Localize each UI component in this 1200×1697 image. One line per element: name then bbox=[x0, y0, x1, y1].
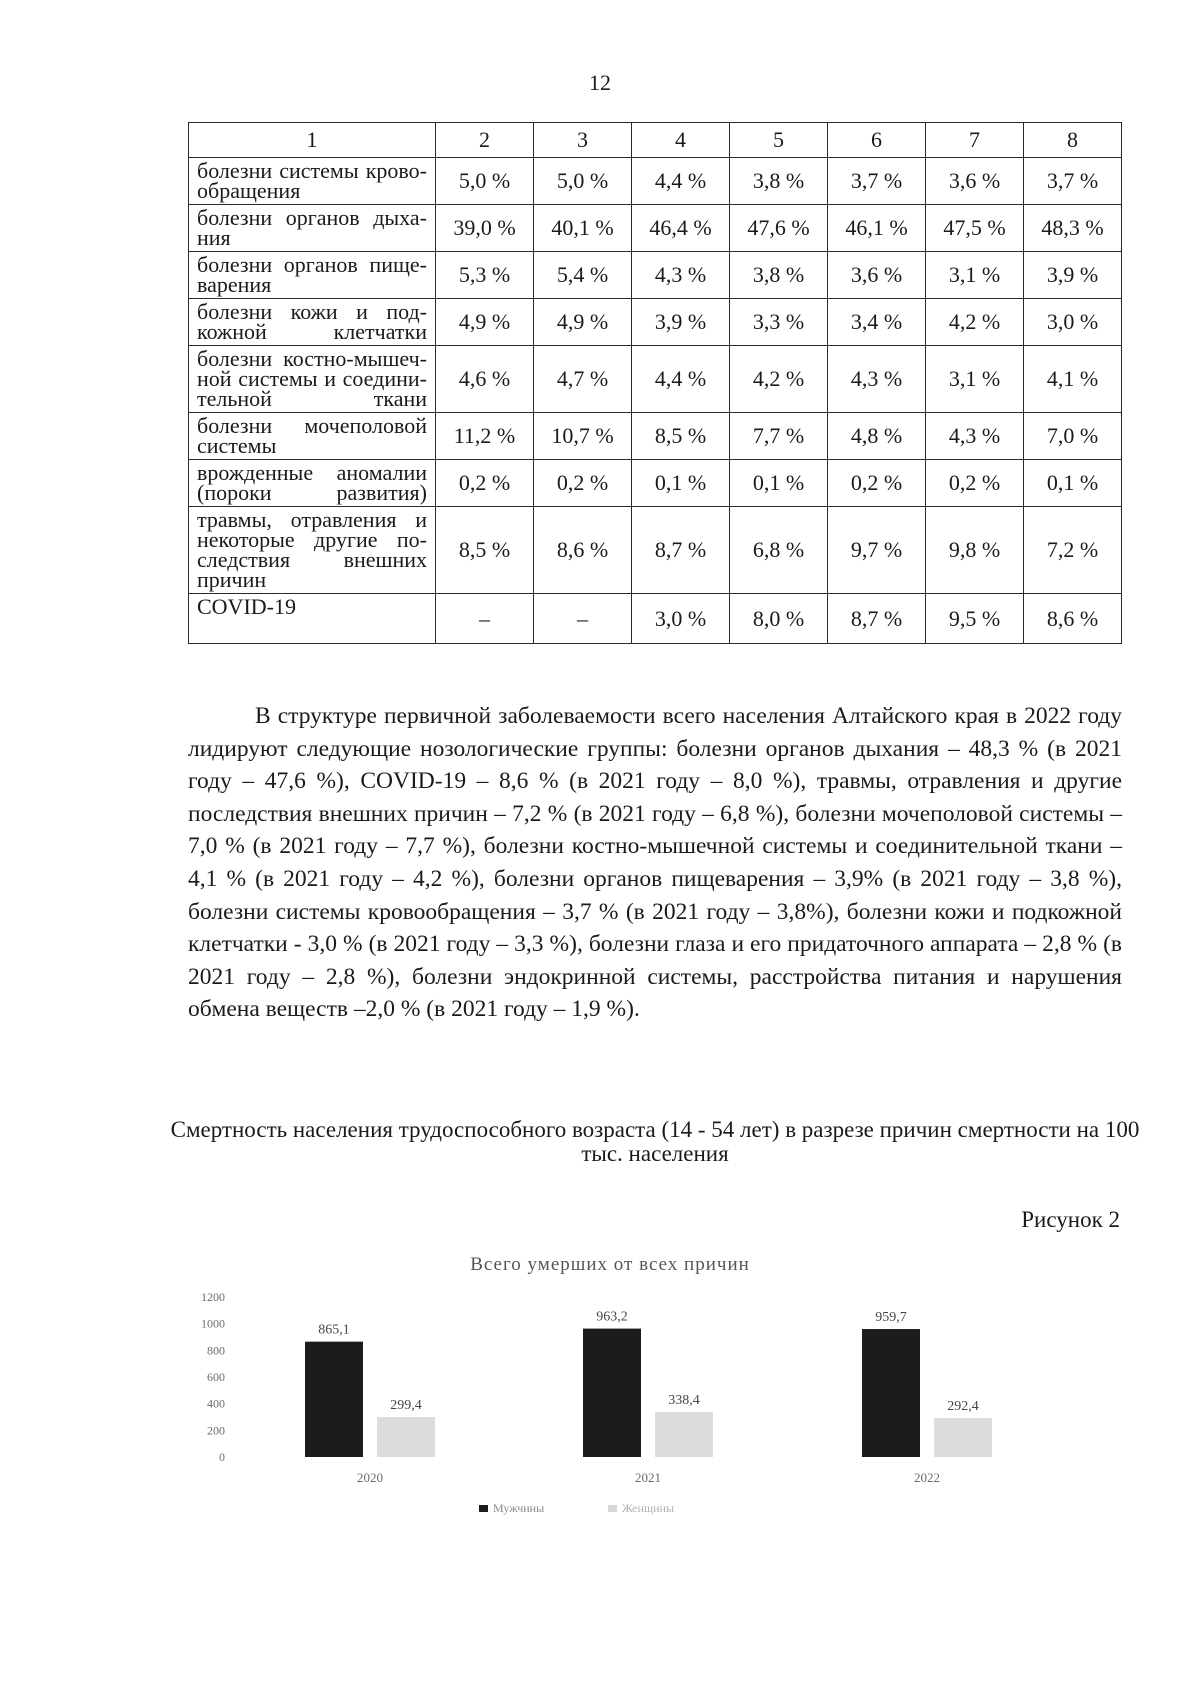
table-cell: 5,3 % bbox=[436, 252, 534, 299]
data-label: 959,7 bbox=[875, 1310, 907, 1326]
table-cell: 8,6 % bbox=[1024, 594, 1122, 644]
bar-men-2020 bbox=[305, 1342, 363, 1457]
table-cell: 3,9 % bbox=[632, 299, 730, 346]
y-tick-label: 1200 bbox=[201, 1290, 225, 1304]
y-tick-label: 0 bbox=[219, 1450, 225, 1464]
y-tick-label: 800 bbox=[207, 1343, 225, 1358]
table-cell: 5,0 % bbox=[534, 158, 632, 205]
x-tick-label: 2020 bbox=[357, 1470, 383, 1485]
table-row bbox=[189, 158, 1122, 205]
table-cell: 46,1 % bbox=[828, 205, 926, 252]
data-label: 292,4 bbox=[947, 1399, 979, 1415]
table-header-cell: 1 bbox=[189, 123, 436, 158]
table-cell: 9,7 % bbox=[828, 507, 926, 594]
table-cell: 6,8 % bbox=[730, 507, 828, 594]
body-paragraph: В структуре первичной заболеваемости всего населения Алтайского края в 2022 году лидируют следующие нозологические группы: болезни органов дыхания – 48,3 % (в 2021 году – 47,6 %), COVID-19 – 8,6 % (в 2021 году – 8,0 %), травмы, отравления и другие последствия внешних причин – 7,2 % (в 2021 году – 6,8 %), болезни мочеполовой системы – 7,0 % (в 2021 году – 7,7 %), болезни костно-мышечной системы и соединительной ткани – 4,1 % (в 2021 году – 4,2 %), болезни органов пищеварения – 3,9% (в 2021 году – 3,8 %), болезни системы кровообращения – 3,7 % (в 2021 году – 3,8%), болезни кожи и подкожной клетчатки - 3,0 % (в 2021 году – 3,3 %), болезни глаза и его придаточного аппарата – 2,8 % (в 2021 году – 2,8 %), болезни эндокринной системы, расстройства питания и нарушения обмена веществ –2,0 % (в 2021 году – 1,9 %). bbox=[188, 703, 1122, 1023]
table-cell: 8,6 % bbox=[534, 507, 632, 594]
table-row bbox=[189, 252, 1122, 299]
table-row bbox=[189, 507, 1122, 594]
table-header-cell: 7 bbox=[926, 123, 1024, 158]
table-cell: 0,1 % bbox=[1024, 460, 1122, 507]
table-cell: 7,7 % bbox=[730, 413, 828, 460]
chart-title: Всего умерших от всех причин bbox=[470, 1254, 750, 1275]
table-cell: 8,5 % bbox=[436, 507, 534, 594]
table-cell: 4,1 % bbox=[1024, 346, 1122, 413]
table-cell: 3,7 % bbox=[1024, 158, 1122, 205]
row-label: болезни органов дыха-ния bbox=[189, 205, 436, 252]
table-cell: 3,6 % bbox=[926, 158, 1024, 205]
table-cell: 9,5 % bbox=[926, 594, 1024, 644]
table-cell: 4,9 % bbox=[534, 299, 632, 346]
table-cell: 4,2 % bbox=[926, 299, 1024, 346]
bar-men-2022 bbox=[862, 1329, 920, 1457]
table-cell: 4,3 % bbox=[828, 346, 926, 413]
table-cell: 3,8 % bbox=[730, 252, 828, 299]
row-label: болезни костно-мышеч-ной системы и соедини-тельной ткани bbox=[189, 346, 436, 413]
x-tick-label: 2022 bbox=[914, 1470, 940, 1485]
table-cell: – bbox=[534, 594, 632, 644]
table-cell: 3,0 % bbox=[1024, 299, 1122, 346]
table-cell: 4,3 % bbox=[926, 413, 1024, 460]
table-cell: 40,1 % bbox=[534, 205, 632, 252]
table-cell: 0,2 % bbox=[534, 460, 632, 507]
legend-label-women: Женщины bbox=[622, 1501, 675, 1515]
table-cell: 5,4 % bbox=[534, 252, 632, 299]
figure-caption: Смертность населения трудоспособного возраста (14 - 54 лет) в разрезе причин смертности на 100 тыс. населения bbox=[170, 1117, 1140, 1166]
row-label: болезни системы крово-обращения bbox=[189, 158, 436, 205]
data-label: 299,4 bbox=[390, 1398, 422, 1414]
table-header-cell: 6 bbox=[828, 123, 926, 158]
table-cell: 3,9 % bbox=[1024, 252, 1122, 299]
table-cell: 0,1 % bbox=[730, 460, 828, 507]
data-label: 963,2 bbox=[596, 1309, 628, 1325]
table-cell: 8,5 % bbox=[632, 413, 730, 460]
page-number: 12 bbox=[589, 70, 611, 95]
table-header-cell: 8 bbox=[1024, 123, 1122, 158]
bar-men-2021 bbox=[583, 1329, 641, 1457]
table-cell: 3,6 % bbox=[828, 252, 926, 299]
table-cell: 3,0 % bbox=[632, 594, 730, 644]
table-cell: 4,4 % bbox=[632, 346, 730, 413]
table-row bbox=[189, 413, 1122, 460]
y-tick-label: 600 bbox=[207, 1370, 225, 1384]
table-row bbox=[189, 299, 1122, 346]
table-cell: 7,2 % bbox=[1024, 507, 1122, 594]
table-header-cell: 4 bbox=[632, 123, 730, 158]
table-cell: 3,1 % bbox=[926, 252, 1024, 299]
table-row bbox=[189, 205, 1122, 252]
y-tick-label: 400 bbox=[207, 1396, 225, 1411]
table-cell: 11,2 % bbox=[436, 413, 534, 460]
x-tick-label: 2021 bbox=[635, 1470, 661, 1485]
table-cell: 3,7 % bbox=[828, 158, 926, 205]
legend-swatch-men bbox=[479, 1505, 488, 1512]
bar-women-2021 bbox=[655, 1412, 713, 1457]
table-cell: 7,0 % bbox=[1024, 413, 1122, 460]
row-label: болезни органов пище-варения bbox=[189, 252, 436, 299]
table-cell: 0,2 % bbox=[926, 460, 1024, 507]
row-label: болезни кожи и под-кожной клетчатки bbox=[189, 299, 436, 346]
row-label: врожденные аномалии (пороки развития) bbox=[189, 460, 436, 507]
table-cell: 0,2 % bbox=[828, 460, 926, 507]
table-cell: 47,5 % bbox=[926, 205, 1024, 252]
table-cell: 3,4 % bbox=[828, 299, 926, 346]
table-cell: 46,4 % bbox=[632, 205, 730, 252]
bar-women-2020 bbox=[377, 1417, 435, 1457]
legend-label-men: Мужчины bbox=[493, 1501, 545, 1515]
table-cell: 4,7 % bbox=[534, 346, 632, 413]
table-cell: 10,7 % bbox=[534, 413, 632, 460]
table-header-cell: 3 bbox=[534, 123, 632, 158]
table-header-row bbox=[189, 123, 1122, 158]
table-header-cell: 2 bbox=[436, 123, 534, 158]
row-label: травмы, отравления и некоторые другие по-следствия внешних причин bbox=[189, 507, 436, 594]
table-cell: 8,7 % bbox=[632, 507, 730, 594]
morbidity-table bbox=[188, 122, 1122, 644]
table-cell: 3,1 % bbox=[926, 346, 1024, 413]
table-row bbox=[189, 594, 1122, 644]
figure-label: Рисунок 2 bbox=[1021, 1207, 1120, 1232]
table-cell: 8,0 % bbox=[730, 594, 828, 644]
table-header-cell: 5 bbox=[730, 123, 828, 158]
table-row bbox=[189, 460, 1122, 507]
table-cell: 4,3 % bbox=[632, 252, 730, 299]
table-cell: 48,3 % bbox=[1024, 205, 1122, 252]
table-cell: 4,8 % bbox=[828, 413, 926, 460]
data-label: 865,1 bbox=[318, 1322, 350, 1338]
table-cell: 0,1 % bbox=[632, 460, 730, 507]
y-tick-label: 1000 bbox=[201, 1316, 225, 1331]
table-cell: 4,4 % bbox=[632, 158, 730, 205]
bar-women-2022 bbox=[934, 1418, 992, 1457]
table-cell: 5,0 % bbox=[436, 158, 534, 205]
row-label: COVID-19 bbox=[189, 594, 436, 644]
row-label: болезни мочеполовой системы bbox=[189, 413, 436, 460]
table-cell: 4,9 % bbox=[436, 299, 534, 346]
table-cell: 3,3 % bbox=[730, 299, 828, 346]
table-cell: – bbox=[436, 594, 534, 644]
table-row bbox=[189, 346, 1122, 413]
table-cell: 0,2 % bbox=[436, 460, 534, 507]
y-tick-label: 200 bbox=[207, 1423, 225, 1438]
legend-swatch-women bbox=[608, 1505, 617, 1512]
table-cell: 4,6 % bbox=[436, 346, 534, 413]
table-cell: 39,0 % bbox=[436, 205, 534, 252]
table-cell: 4,2 % bbox=[730, 346, 828, 413]
mortality-bar-chart bbox=[170, 1240, 1070, 1540]
table-cell: 3,8 % bbox=[730, 158, 828, 205]
table-cell: 9,8 % bbox=[926, 507, 1024, 594]
table-cell: 8,7 % bbox=[828, 594, 926, 644]
table-cell: 47,6 % bbox=[730, 205, 828, 252]
data-label: 338,4 bbox=[668, 1392, 700, 1408]
